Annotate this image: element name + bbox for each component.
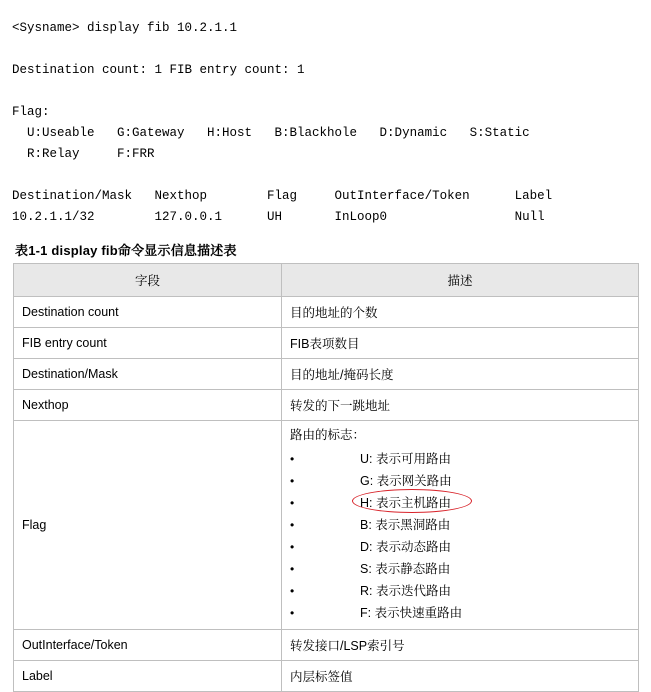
table-row — [14, 297, 639, 328]
table-row-flag — [14, 421, 639, 630]
column-header-field: 字段 — [14, 264, 282, 297]
list-item-highlighted — [290, 492, 630, 514]
list-item: • F: 表示快速重路由 — [290, 602, 630, 624]
field-description: 目的地址的个数 — [282, 297, 639, 328]
field-description: 目的地址/掩码长度 — [282, 359, 639, 390]
field-name: Flag — [14, 421, 282, 630]
table-header-row — [14, 264, 639, 297]
list-item: • B: 表示黑洞路由 — [290, 514, 630, 536]
cli-line: R:Relay F:FRR — [12, 146, 155, 161]
flag-list-title: 路由的标志： — [290, 428, 366, 442]
field-description: 内层标签值 — [282, 661, 639, 692]
field-name: Nexthop — [14, 390, 282, 421]
cli-output-block — [12, 13, 639, 228]
field-name: FIB entry count — [14, 328, 282, 359]
list-item: • U: 表示可用路由 — [290, 448, 630, 470]
field-description: 转发的下一跳地址 — [282, 390, 639, 421]
table-row — [14, 328, 639, 359]
list-item: • S: 表示静态路由 — [290, 558, 630, 580]
column-header-description: 描述 — [282, 264, 639, 297]
cli-line: Destination/Mask Nexthop Flag OutInterface/Token Label — [12, 188, 553, 203]
cli-line: U:Useable G:Gateway H:Host B:Blackhole D:Dynamic S:Static — [12, 125, 530, 140]
cli-line: Flag: — [12, 104, 50, 119]
field-name: OutInterface/Token — [14, 630, 282, 661]
list-item: • R: 表示迭代路由 — [290, 580, 630, 602]
cli-line-blank — [12, 39, 639, 60]
list-item: • G: 表示网关路由 — [290, 470, 630, 492]
field-name: Destination count — [14, 297, 282, 328]
field-name: Label — [14, 661, 282, 692]
table-caption: 表1-1 display fib命令显示信息描述表 — [15, 243, 237, 258]
cli-line: <Sysname> display fib 10.2.1.1 — [12, 20, 238, 35]
table-row — [14, 661, 639, 692]
document-page — [0, 13, 651, 684]
field-name: Destination/Mask — [14, 359, 282, 390]
field-description — [282, 421, 639, 630]
field-description: FIB表项数目 — [282, 328, 639, 359]
table-row — [14, 390, 639, 421]
flag-list — [290, 448, 630, 624]
cli-line-blank — [12, 165, 639, 186]
cli-line-blank — [12, 81, 639, 102]
cli-line: Destination count: 1 FIB entry count: 1 — [12, 62, 305, 77]
fib-field-description-table — [13, 263, 639, 692]
flag-host-text: H: 表示主机路由 — [360, 496, 451, 510]
list-item: • D: 表示动态路由 — [290, 536, 630, 558]
field-description: 转发接口/LSP索引号 — [282, 630, 639, 661]
table-row — [14, 359, 639, 390]
cli-line: 10.2.1.1/32 127.0.0.1 UH InLoop0 Null — [12, 209, 545, 224]
table-row — [14, 630, 639, 661]
